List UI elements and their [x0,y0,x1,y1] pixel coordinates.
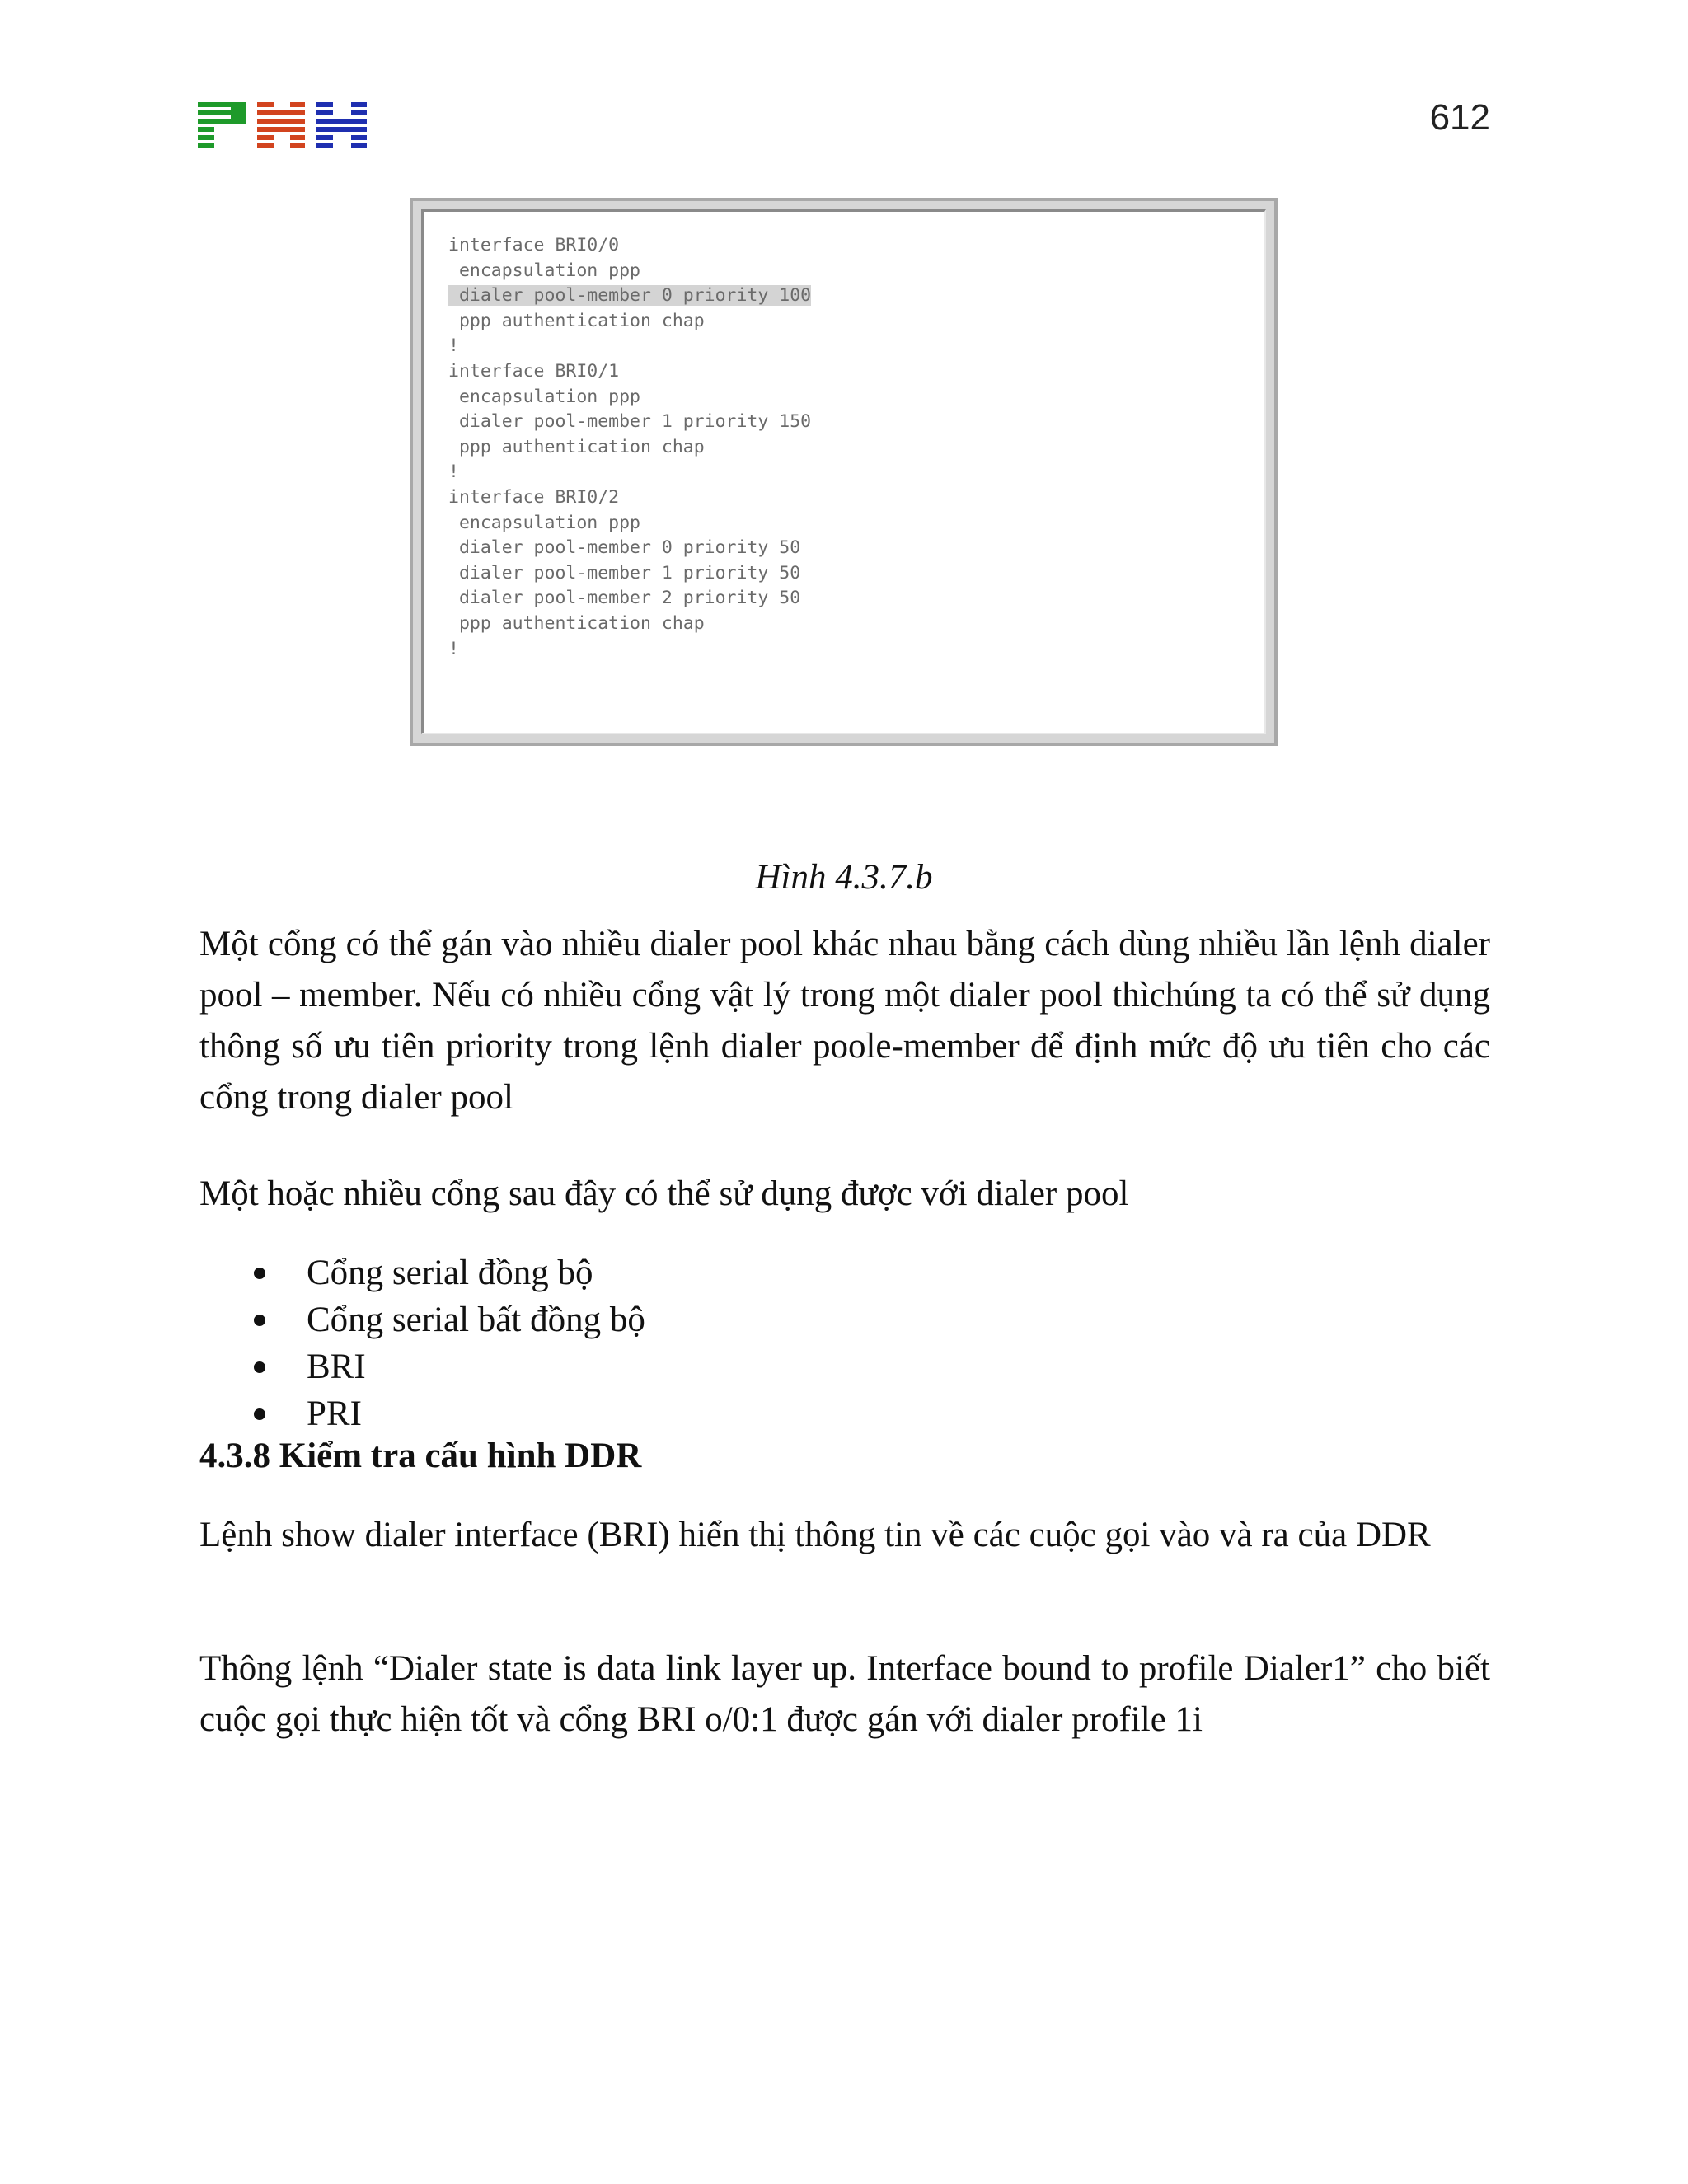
code-line-highlighted: dialer pool-member 0 priority 100 [448,285,812,307]
code-line: ppp authentication chap [448,436,705,457]
paragraph-dialer-state: Thông lệnh “Dialer state is data link layer up. Interface bound to profile Dialer1” cho biết cuộc gọi thực hiện tốt và cổng BRI o/0:1 được gán với dialer profile 1i [199,1649,1490,1739]
port-type-list [247,1249,645,1437]
code-line: interface BRI0/1 [448,360,620,382]
code-line: interface BRI0/2 [448,486,620,508]
paragraph-supported-ports: Một hoặc nhiều cổng sau đây có thể sử dụng được với dialer pool [199,1174,1129,1213]
bullet-icon [254,1408,265,1420]
logo-letter-h [316,102,367,148]
bullet-icon [254,1315,265,1326]
code-line: ! [448,335,459,357]
logo-letter-n [257,102,305,148]
list-item: BRI [247,1343,645,1390]
code-line: dialer pool-member 1 priority 50 [448,562,801,583]
code-line: ppp authentication chap [448,310,705,331]
config-code-block [421,209,1266,734]
code-line: encapsulation ppp [448,260,640,281]
section-heading: 4.3.8 Kiểm tra cấu hình DDR [199,1436,642,1475]
bullet-icon [254,1361,265,1373]
config-figure [410,198,1278,746]
code-line: ! [448,638,459,659]
list-item: Cổng serial đồng bộ [247,1249,645,1296]
code-line: dialer pool-member 0 priority 50 [448,537,801,559]
code-line: ppp authentication chap [448,612,705,634]
page-number: 612 [1429,97,1490,138]
list-item: PRI [247,1390,645,1437]
code-line: encapsulation ppp [448,512,640,533]
code-line: dialer pool-member 2 priority 50 [448,588,801,609]
paragraph-show-dialer: Lệnh show dialer interface (BRI) hiển thị thông tin về các cuộc gọi vào và ra của DDR [199,1516,1431,1554]
code-line: dialer pool-member 1 priority 150 [448,411,812,433]
logo-letter-p [198,102,246,148]
bullet-icon [254,1268,265,1279]
paragraph-dialer-pool: Một cổng có thể gán vào nhiều dialer pool khác nhau bằng cách dùng nhiều lần lệnh dialer pool – member. Nếu có nhiều cổng vật lý trong một dialer pool thìchúng ta có thể sử dụng thông số ưu tiên priority trong lệnh dialer poole-member để định mức độ ưu tiên cho các cổng trong dialer pool [199,925,1490,1117]
figure-caption: Hình 4.3.7.b [755,858,933,897]
list-item: Cổng serial bất đồng bộ [247,1296,645,1343]
code-line: ! [448,462,459,483]
pnh-logo [198,102,367,148]
code-line: encapsulation ppp [448,386,640,407]
code-line: interface BRI0/0 [448,235,620,255]
